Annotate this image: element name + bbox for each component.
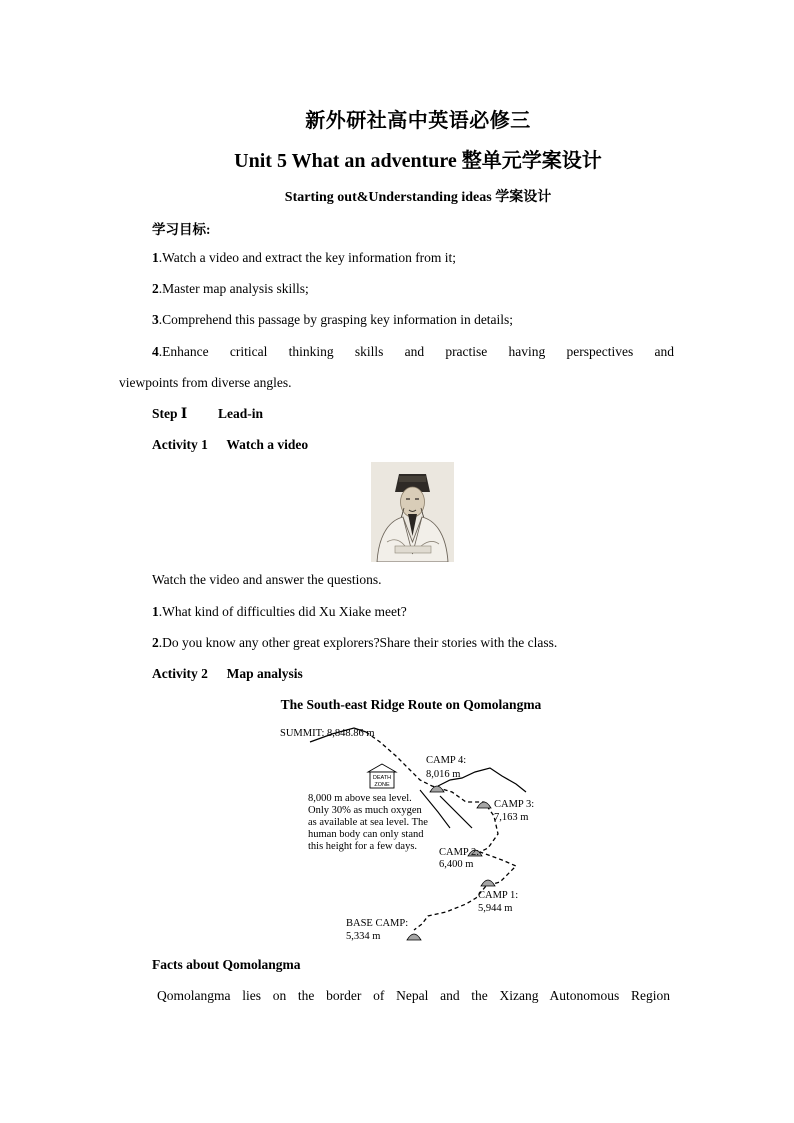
note-line: Only 30% as much oxygen [308, 805, 422, 816]
death-zone-label: ZONE [374, 782, 390, 788]
xu-xiake-portrait-image [371, 462, 454, 562]
camp-1-name: CAMP 1: [478, 890, 519, 901]
question-2 [152, 635, 557, 651]
camp-4-altitude: 8,016 m [426, 769, 461, 780]
activity-title: Map analysis [226, 666, 303, 681]
activity-1-prompt: Watch the video and answer the questions. [152, 572, 382, 587]
death-zone-sign-icon [368, 764, 396, 788]
activity-1-heading [152, 437, 308, 453]
note-line: this height for a few days. [308, 841, 418, 852]
objective-4 [152, 344, 674, 360]
base-camp-altitude: 5,334 m [346, 931, 381, 942]
camp-3-tent-icon [477, 802, 491, 808]
step-label: Step Ⅰ [152, 406, 188, 421]
objective-1 [152, 250, 456, 266]
camp-2-name: CAMP 2: [439, 847, 480, 858]
map-title: The South-east Ridge Route on Qomolangma [280, 697, 542, 712]
objective-number: 2 [152, 281, 159, 296]
objective-number: 4 [152, 344, 159, 359]
camp-3-altitude: 7,163 m [494, 812, 529, 823]
objective-text: .Watch a video and extract the key information from it; [158, 250, 457, 265]
objective-4-continued: viewpoints from diverse angles. [119, 375, 292, 390]
question-text: .Do you know any other great explorers?Share their stories with the class. [158, 635, 558, 650]
activity-title: Watch a video [226, 437, 309, 452]
unit-title: Unit 5 What an adventure 整单元学案设计 [234, 150, 602, 172]
camp-3-name: CAMP 3: [494, 799, 535, 810]
doc-title: 新外研社高中英语必修三 [305, 110, 531, 132]
objective-text: .Enhance critical thinking skills and practise having perspectives and [158, 344, 674, 359]
activity-label: Activity 1 [152, 437, 208, 452]
step-1-heading [152, 406, 263, 422]
camp-4-name: CAMP 4: [426, 755, 467, 766]
camp-4-tent-icon [430, 786, 444, 792]
note-line: human body can only stand [308, 829, 424, 840]
death-zone-note [308, 793, 428, 852]
activity-label: Activity 2 [152, 666, 208, 681]
objective-3 [152, 312, 513, 328]
objective-text: .Comprehend this passage by grasping key information in details; [158, 312, 514, 327]
death-zone-label: DEATH [372, 775, 392, 781]
note-line: as available at sea level. The [308, 817, 428, 828]
section-title: Starting out&Understanding ideas 学案设计 [284, 190, 552, 205]
question-text: .What kind of difficulties did Xu Xiake meet? [158, 604, 407, 619]
base-camp-tent-icon [407, 934, 421, 940]
step-title: Lead-in [217, 406, 263, 421]
route-map [270, 720, 560, 950]
objectives-heading: 学习目标: [152, 222, 211, 237]
summit-label: SUMMIT: 8,848.86 m [280, 728, 375, 739]
note-line: 8,000 m above sea level. [308, 793, 412, 804]
question-1 [152, 604, 407, 620]
camp-1-tent-icon [481, 880, 495, 886]
facts-paragraph: Qomolangma lies on the border of Nepal and the Xizang Autonomous Region [157, 988, 670, 1003]
question-number: 2 [152, 635, 159, 650]
activity-2-heading [152, 666, 303, 682]
objective-number: 3 [152, 312, 159, 327]
base-camp-name: BASE CAMP: [346, 918, 409, 929]
camp-1-altitude: 5,944 m [478, 903, 513, 914]
lhotse-face-line [440, 796, 472, 828]
facts-heading: Facts about Qomolangma [152, 957, 301, 972]
camp-2-altitude: 6,400 m [439, 859, 474, 870]
objective-2 [152, 281, 309, 297]
objective-number: 1 [152, 250, 159, 265]
objective-text: .Master map analysis skills; [158, 281, 309, 296]
question-number: 1 [152, 604, 159, 619]
